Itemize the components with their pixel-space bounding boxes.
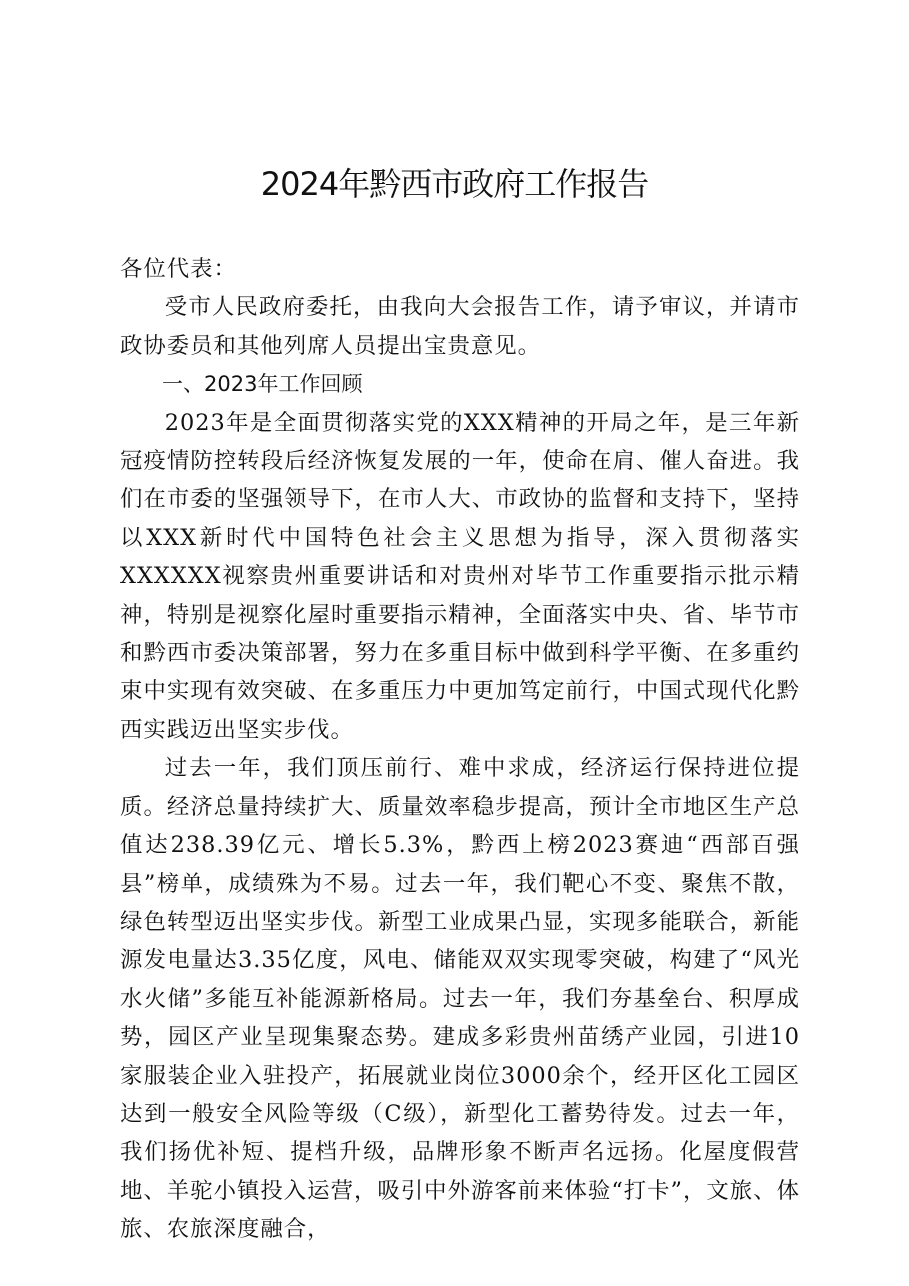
salutation: 各位代表： — [120, 256, 237, 282]
document-title: 2024年黔西市政府工作报告 — [260, 165, 649, 203]
paragraph: 2023年是全面贯彻落实党的XXX精神的开局之年，是三年新冠疫情防控转段后经济恢复发展的一年，使命在肩、催人奋进。我们在市委的坚强领导下，在市人大、市政协的监督和支持下，坚持以XXX新时代中国特色社会主义思想为指导，深入贯彻落实XXXXXX视察贵州重要讲话和对贵州对毕节工作重要指示批示精神，特别是视察化屋时重要指示精神，全面落实中央、省、毕节市和黔西市委决策部署，努力在多重目标中做到科学平衡、在多重约束中实现有效突破、在多重压力中更加笃定前行，中国式现代化黔西实践迈出坚实步伐。 — [120, 409, 800, 743]
paragraph: 受市人民政府委托，由我向大会报告工作，请予审议，并请市政协委员和其他列席人员提出宝贵意见。 — [120, 294, 800, 359]
document-body — [120, 250, 800, 1249]
paragraph: 过去一年，我们顶压前行、难中求成，经济运行保持进位提质。经济总量持续扩大、质量效率稳步提高，预计全市地区生产总值达238.39亿元、增长5.3%，黔西上榜2023赛迪“西部百强县”榜单，成绩殊为不易。过去一年，我们靶心不变、聚焦不散，绿色转型迈出坚实步伐。新型工业成果凸显，实现多能联合，新能源发电量达3.35亿度，风电、储能双双实现零突破，构建了“风光水火储”多能互补能源新格局。过去一年，我们夯基垒台、积厚成势，园区产业呈现集聚态势。建成多彩贵州苗绣产业园，引进10家服装企业入驻投产，拓展就业岗位3000余个，经开区化工园区达到一般安全风险等级（C级），新型化工蓄势待发。过去一年，我们扬优补短、提档升级，品牌形象不断声名远扬。化屋度假营地、羊驼小镇投入运营，吸引中外游客前来体验“打卡”，文旅、体旅、农旅深度融合， — [120, 755, 800, 1243]
section-heading: 一、2023年工作回顾 — [162, 372, 363, 397]
